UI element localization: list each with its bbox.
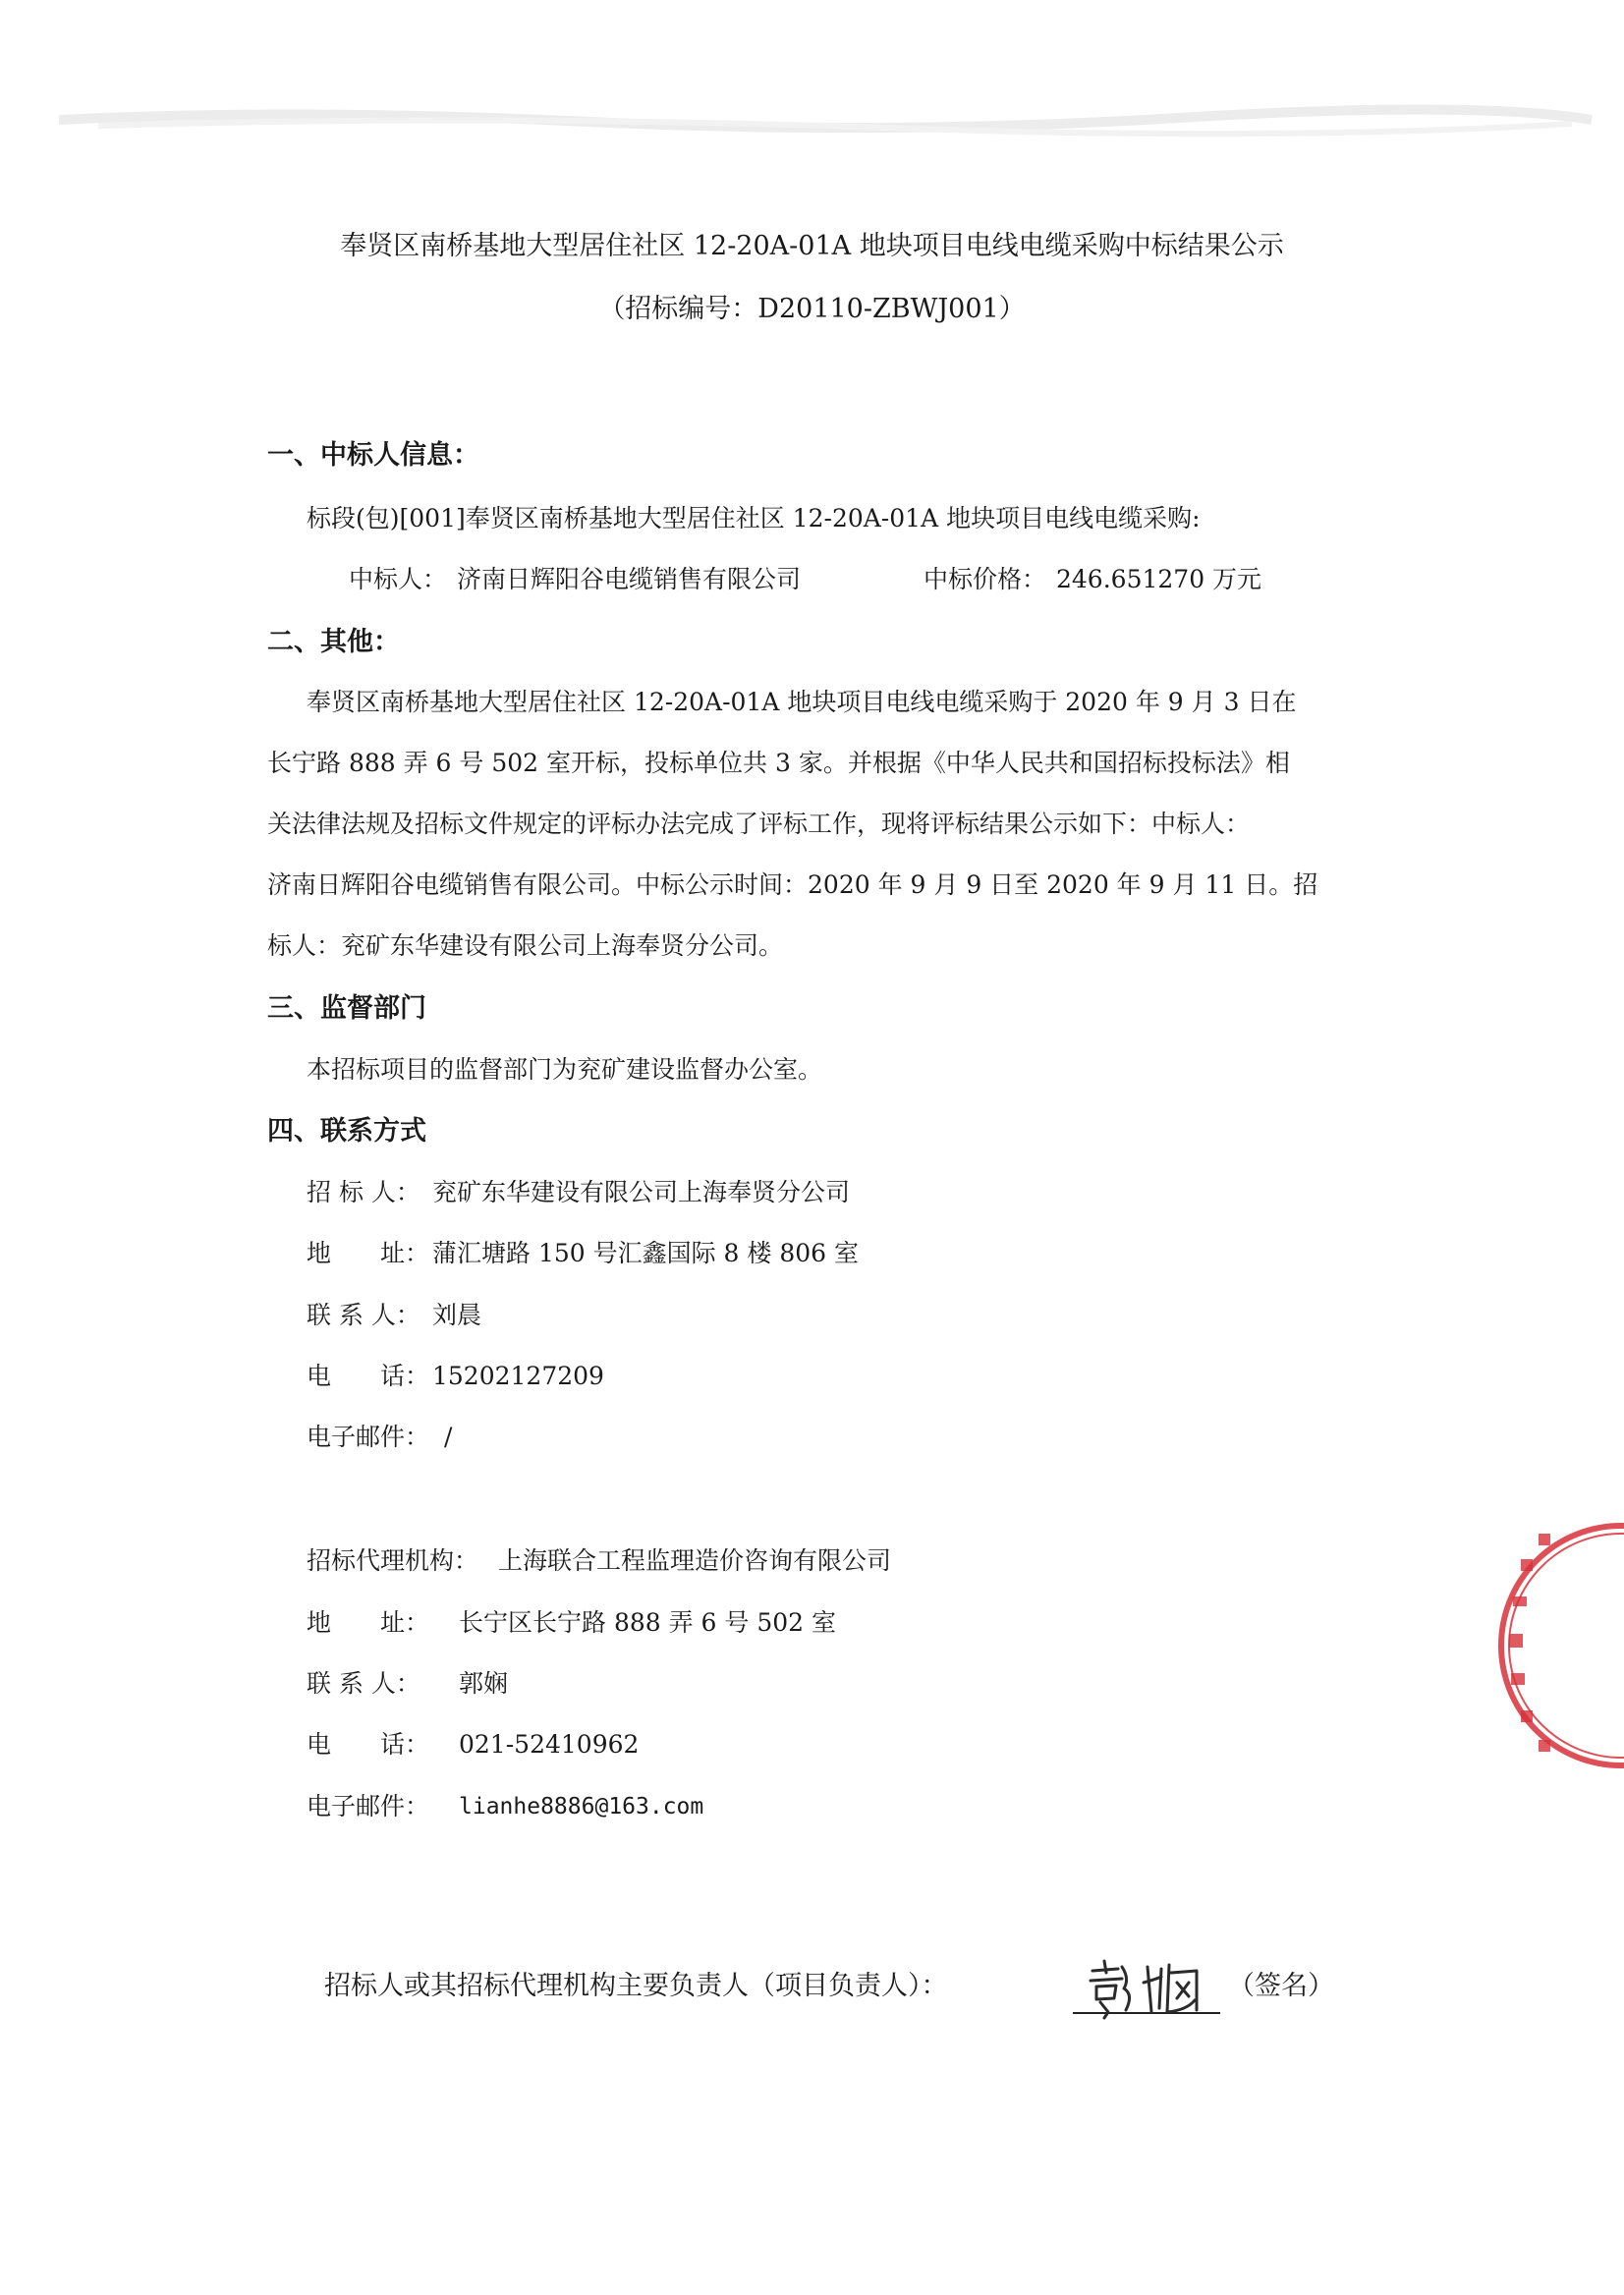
agency-row xyxy=(307,1728,1191,1762)
section1-heading: 一、中标人信息： xyxy=(267,440,479,471)
supervision-text: 本招标项目的监督部门为兖矿建设监督办公室。 xyxy=(307,1055,823,1084)
contact-label: 招 标 人： xyxy=(307,1178,420,1206)
contact-row xyxy=(307,1176,1191,1209)
contact-value: 刘晨 xyxy=(432,1301,482,1329)
section2-line-4: 济南日辉阳谷电缆销售有限公司。中标公示时间：2020 年 9 月 9 日至 2020 年 9 月 11 日。招 xyxy=(267,870,1318,899)
agency-label: 联 系 人： xyxy=(307,1669,420,1698)
agency-value: lianhe8886@163.com xyxy=(459,1794,704,1819)
contact-label: 地 址： xyxy=(307,1239,430,1267)
section3-heading: 三、监督部门 xyxy=(267,993,426,1024)
contact-row xyxy=(307,1360,1191,1393)
contact-label: 电子邮件： xyxy=(307,1423,430,1451)
price-label: 中标价格： xyxy=(924,565,1047,593)
agency-label: 电子邮件： xyxy=(307,1792,430,1820)
contact-value: 15202127209 xyxy=(432,1362,604,1390)
contact-label: 联 系 人： xyxy=(307,1301,420,1329)
section2-heading: 二、其他： xyxy=(267,627,400,657)
agency-label: 地 址： xyxy=(307,1608,430,1637)
document-subtitle: （招标编号：D20110-ZBWJ001） xyxy=(598,294,1026,324)
winner-name: 济南日辉阳谷电缆销售有限公司 xyxy=(457,565,802,593)
contact-value: 兖矿东华建设有限公司上海奉贤分公司 xyxy=(432,1178,851,1206)
agency-value: 长宁区长宁路 888 弄 6 号 502 室 xyxy=(459,1608,837,1637)
agency-label: 招标代理机构： xyxy=(307,1546,479,1575)
contact-row xyxy=(307,1421,1191,1454)
agency-label: 电 话： xyxy=(307,1730,430,1759)
agency-row xyxy=(307,1790,1191,1823)
agency-value: 上海联合工程监理造价咨询有限公司 xyxy=(498,1546,892,1575)
section2-line-2: 长宁路 888 弄 6 号 502 室开标，投标单位共 3 家。并根据《中华人民共和国招标投标法》相 xyxy=(267,749,1290,777)
contact-value: 蒲汇塘路 150 号汇鑫国际 8 楼 806 室 xyxy=(432,1239,860,1267)
scan-artifact xyxy=(0,90,1624,149)
section4-heading: 四、联系方式 xyxy=(267,1116,426,1147)
signature-suffix: （签名） xyxy=(1228,1971,1334,2001)
agency-row xyxy=(307,1606,1191,1640)
section2-line-5: 标人：兖矿东华建设有限公司上海奉贤分公司。 xyxy=(267,931,784,960)
winner-label: 中标人： xyxy=(349,565,448,593)
agency-value: 021-52410962 xyxy=(459,1730,640,1759)
contact-row xyxy=(307,1299,1191,1332)
agency-row xyxy=(307,1544,1191,1578)
winner-row xyxy=(349,563,1331,596)
document-title: 奉贤区南桥基地大型居住社区 12-20A-01A 地块项目电线电缆采购中标结果公示 xyxy=(340,231,1284,261)
contact-label: 电 话： xyxy=(307,1362,430,1390)
lot-description: 标段(包)[001]奉贤区南桥基地大型居住社区 12-20A-01A 地块项目电线电缆采购: xyxy=(307,504,1201,532)
section2-line-1: 奉贤区南桥基地大型居住社区 12-20A-01A 地块项目电线电缆采购于 2020 年 9 月 3 日在 xyxy=(307,688,1297,716)
price-value: 246.651270 万元 xyxy=(1056,565,1262,593)
handwritten-signature xyxy=(1079,1953,1228,2022)
signature-label: 招标人或其招标代理机构主要负责人（项目负责人）： xyxy=(324,1971,948,2001)
contact-row xyxy=(307,1237,1191,1270)
agency-row xyxy=(307,1667,1191,1701)
agency-value: 郭娴 xyxy=(459,1669,509,1698)
section2-line-3: 关法律法规及招标文件规定的评标办法完成了评标工作，现将评标结果公示如下：中标人： xyxy=(267,810,1251,838)
contact-value: / xyxy=(444,1423,453,1451)
official-seal-icon xyxy=(1493,1518,1624,1773)
